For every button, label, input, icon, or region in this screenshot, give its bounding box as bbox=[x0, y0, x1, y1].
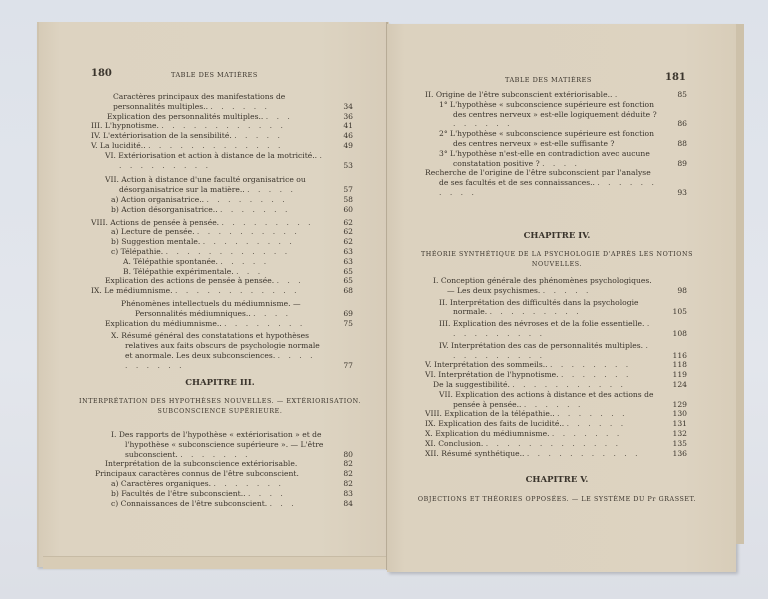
chapter-title: CHAPITRE III. bbox=[185, 378, 255, 388]
toc-entry: Phénomènes intellectuels du médiumnisme. — Personnalités médiumniques.. . . . . 69 bbox=[121, 298, 353, 318]
toc-entry: Principaux caractères connus de l'être subconscient. 82 bbox=[95, 469, 353, 479]
toc-entry: c) Connaissances de l'être subconscient. . . . 84 bbox=[111, 498, 353, 508]
chapter-subtitle: INTERPRÉTATION DES HYPOTHÈSES NOUVELLES. — EXTÉRIORISATION. SUBCONSCIENCE SUPÉRIEURE. bbox=[79, 397, 361, 415]
toc-entry: IX. Explication des faits de lucidité.. . . . . . . 131 bbox=[425, 419, 687, 429]
toc-entry: XI. Conclusion. . . . . . . . . . . . . . 135 bbox=[425, 438, 687, 448]
chapter-title: CHAPITRE IV. bbox=[523, 231, 591, 241]
left-running-header: TABLE DES MATIÈRES bbox=[171, 71, 258, 79]
toc-entry: 1° L'hypothèse « subconscience supérieure est fonction des centres nerveux » est-elle logiquement déduite ? . . . . . . 86 bbox=[439, 99, 687, 129]
toc-entry: III. Explication des névroses et de la folie essentielle. . . . . . . . . . . 108 bbox=[439, 319, 687, 338]
toc-entry: IV. L'extériorisation de la sensibilité. . . . . . 46 bbox=[91, 131, 353, 141]
chapter-subtitle: OBJECTIONS ET THÉORIES OPPOSÉES. — LE SYSTÈME DU Pr GRASSET. bbox=[417, 495, 697, 503]
toc-entry: VIII. Explication de la télépathie.. . . . . . . . 130 bbox=[425, 409, 687, 419]
toc-entry: II. Interprétation des difficultés dans la psychologie normale. . . . . . . . . . 105 bbox=[439, 297, 687, 317]
toc-entry: V. La lucidité.. . . . . . . . . . . . . . 49 bbox=[91, 140, 353, 150]
toc-entry: Explication des actions de pensée à pensée. . . . 65 bbox=[105, 276, 353, 286]
toc-entry: II. Origine de l'être subconscient extériorisable.. . 85 bbox=[425, 90, 687, 99]
toc-entry: a) Lecture de pensée. . . . . . . . . . . 62 bbox=[111, 227, 353, 237]
toc-entry: Recherche de l'origine de l'être subconscient par l'analyse de ses facultés et de ses connaissances.. . . . . . . . . . . 93 bbox=[425, 168, 687, 197]
toc-entry: a) Caractères organiques. . . . . . . . 82 bbox=[111, 478, 353, 488]
toc-entry: V. Interprétation des sommeils.. . . . . . . . . 118 bbox=[425, 360, 687, 370]
chapter-3-toc bbox=[91, 430, 353, 508]
toc-entry: 2° L'hypothèse « subconscience supérieure est fonction des centres nerveux » est-elle suffisante ? 88 bbox=[439, 129, 687, 148]
left-page-number: 180 bbox=[91, 68, 112, 79]
toc-entry: VI. Extériorisation et action à distance de la motricité.. . . . . . . . . . . 53 bbox=[105, 150, 353, 170]
toc-entry: Explication des personnalités multiples.. . . . 36 bbox=[107, 111, 353, 121]
toc-entry: Explication du médiumnisme.. . . . . . . . . 75 bbox=[105, 318, 353, 328]
toc-entry: b) Action désorganisatrice.. . . . . . . . 60 bbox=[111, 204, 353, 214]
chapter-subtitle: THÉORIE SYNTHÉTIQUE DE LA PSYCHOLOGIE D'APRÈS LES NOTIONS NOUVELLES. bbox=[420, 250, 694, 268]
toc-entry: c) Télépathie. . . . . . . . . . . . . 63 bbox=[111, 246, 353, 256]
chapter-title: CHAPITRE V. bbox=[525, 475, 589, 485]
toc-entry: IX. Le médiumnisme. . . . . . . . . . . . . 68 bbox=[91, 286, 353, 296]
toc-entry: X. Résumé général des constatations et hypothèses relatives aux faits obscurs de psychologie normale et anormale. Les deux subconsciences. . . . . . . . . . . 77 bbox=[111, 331, 353, 370]
right-running-header: TABLE DES MATIÈRES bbox=[505, 76, 592, 84]
chapter-4-toc bbox=[425, 276, 687, 458]
toc-entry: A. Télépathie spontanée. . . . . . 63 bbox=[123, 256, 353, 266]
toc-entry: VII. Action à distance d'une faculté organisatrice ou désorganisatrice sur la matière.. . . . . . 57 bbox=[105, 175, 353, 195]
toc-entry: X. Explication du médiumnisme. . . . . . . . 132 bbox=[425, 428, 687, 438]
toc-entry: III. L'hypnotisme. . . . . . . . . . . . . 41 bbox=[91, 121, 353, 131]
toc-entry: a) Action organisatrice.. . . . . . . . . 58 bbox=[111, 194, 353, 204]
right-chapter-5 bbox=[409, 476, 705, 505]
toc-entry: 3° L'hypothèse n'est-elle en contradiction avec aucune constatation positive ? . . . . 89 bbox=[439, 148, 687, 168]
toc-entry: b) Facultés de l'être subconscient.. . . . . 83 bbox=[111, 488, 353, 498]
toc-entry: VI. Interprétation de l'hypnotisme. . . . . . . . 119 bbox=[425, 370, 687, 380]
toc-entry: I. Des rapports de l'hypothèse « extériorisation » et de l'hypothèse « subconscience supérieure ». — L'être subconscient. . . . . . . . 80 bbox=[111, 430, 353, 459]
right-toc bbox=[425, 90, 687, 198]
toc-entry: I. Conception générale des phénomènes psychologiques. — Les deux psychismes. . . . . . 98 bbox=[433, 276, 687, 295]
right-chapter-4 bbox=[409, 232, 705, 270]
toc-entry: Caractères principaux des manifestations de personnalités multiples.. . . . . . . 34 bbox=[113, 92, 353, 111]
toc-entry: VIII. Actions de pensée à pensée. . . . . . . . . . 62 bbox=[91, 217, 353, 227]
toc-entry: IV. Interprétation des cas de personnalités multiples. . . . . . . . . . . 116 bbox=[439, 340, 687, 360]
left-toc bbox=[91, 92, 353, 371]
left-chapter-3 bbox=[75, 379, 365, 417]
toc-entry: b) Suggestion mentale. . . . . . . . . . 62 bbox=[111, 237, 353, 247]
toc-entry: VII. Explication des actions à distance et des actions de pensée à pensée.. . . . . . . 129 bbox=[439, 389, 687, 409]
toc-entry: XII. Résumé synthétique.. . . . . . . . . . . . 136 bbox=[425, 448, 687, 458]
toc-entry: Interprétation de la subconscience extériorisable. 82 bbox=[105, 459, 353, 469]
right-page-number: 181 bbox=[665, 72, 686, 83]
toc-entry: De la suggestibilité. . . . . . . . . . . . 124 bbox=[433, 379, 687, 389]
toc-entry: B. Télépathie expérimentale. . . . 65 bbox=[123, 266, 353, 276]
left-page bbox=[37, 22, 389, 567]
right-page bbox=[387, 24, 736, 572]
